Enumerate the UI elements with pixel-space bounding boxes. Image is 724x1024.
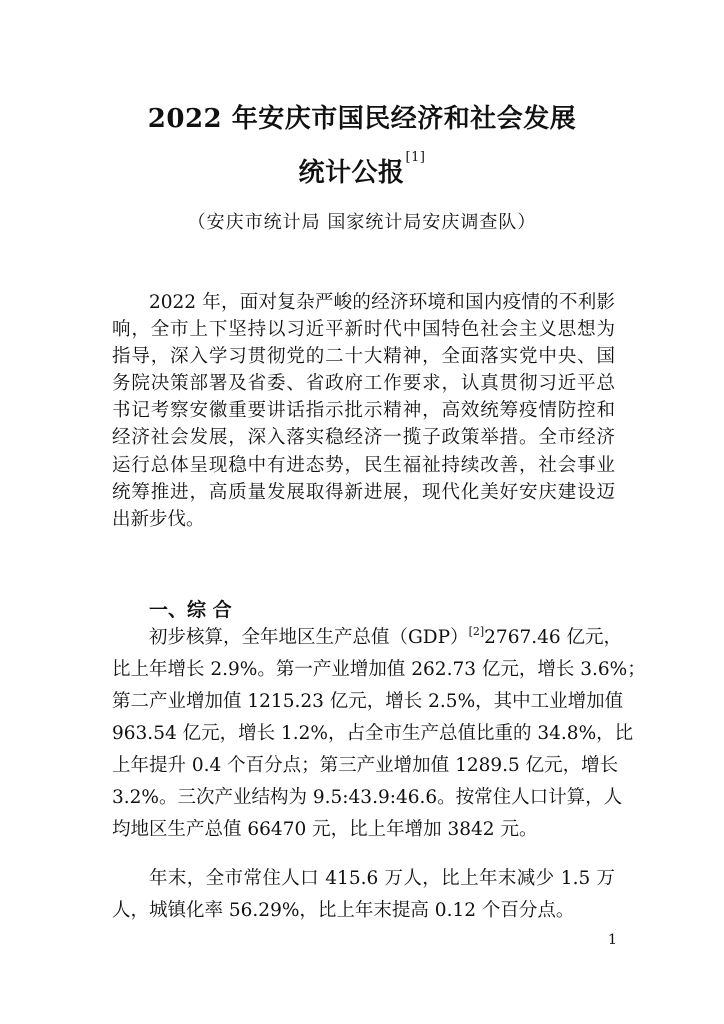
section1-p1-line-3: 第二产业增加值 1215.23 亿元，增长 2.5%，其中工业增加值 (112, 691, 624, 712)
intro-line-8: 统筹推进，高质量发展取得新进展，现代化美好安庆建设迈 (112, 482, 615, 503)
page-number: 1 (608, 932, 617, 948)
intro-line-1: 2022 年，面对复杂严峻的经济环境和国内疫情的不利影 (149, 292, 615, 313)
page-title-line1 (0, 98, 724, 135)
section1-p1-line-7: 均地区生产总值 66470 元，比上年增加 3842 元。 (112, 819, 538, 840)
title-text-2: 统计公报 (298, 158, 405, 188)
issuer-subtitle: （安庆市统计局 国家统计局安庆调查队） (187, 212, 537, 233)
section1-p2-line-2: 人，城镇化率 56.29%，比上年末提高 0.12 个百分点。 (112, 900, 575, 921)
page-title-line2 (0, 152, 724, 189)
section1-p1-line-1 (149, 623, 623, 653)
intro-line-5: 书记考察安徽重要讲话指示批示精神，高效统筹疫情防控和 (112, 400, 615, 421)
section1-p2-line-1: 年末，全市常住人口 415.6 万人，比上年末减少 1.5 万 (149, 868, 615, 889)
title-footnote-marker: [1] (405, 150, 426, 165)
intro-line-2: 响，全市上下坚持以习近平新时代中国特色社会主义思想为 (112, 319, 615, 340)
intro-line-7: 运行总体呈现稳中有进态势，民生福祉持续改善，社会事业 (112, 455, 615, 476)
section1-p1-line-2: 比上年增长 2.9%。第一产业增加值 262.73 亿元，增长 3.6%； (112, 659, 646, 680)
intro-line-6: 经济社会发展，深入落实稳经济一揽子政策举措。全市经济 (112, 427, 615, 448)
intro-line-9: 出新步伐。 (112, 509, 205, 530)
intro-line-4: 务院决策部署及省委、省政府工作要求，认真贯彻习近平总 (112, 373, 615, 394)
intro-line-3: 指导，深入学习贯彻党的二十大精神，全面落实党中央、国 (112, 346, 615, 367)
gdp-text-after: 2767.46 亿元， (484, 627, 623, 648)
section1-p1-line-6: 3.2%。三次产业结构为 9.5:43.9:46.6。按常住人口计算，人 (112, 787, 623, 808)
section1-p1-line-4: 963.54 亿元，增长 1.2%，占全市生产总值比重的 34.8%，比 (112, 723, 634, 744)
section-heading-1: 一、综 合 (149, 599, 232, 621)
title-text-1: 2022 年安庆市国民经济和社会发展 (147, 104, 577, 134)
gdp-text-before: 初步核算，全年地区生产总值（GDP） (149, 627, 469, 648)
gdp-footnote-marker: [2] (468, 625, 485, 638)
section1-p1-line-5: 上年提升 0.4 个百分点；第三产业增加值 1289.5 亿元，增长 (112, 755, 619, 776)
